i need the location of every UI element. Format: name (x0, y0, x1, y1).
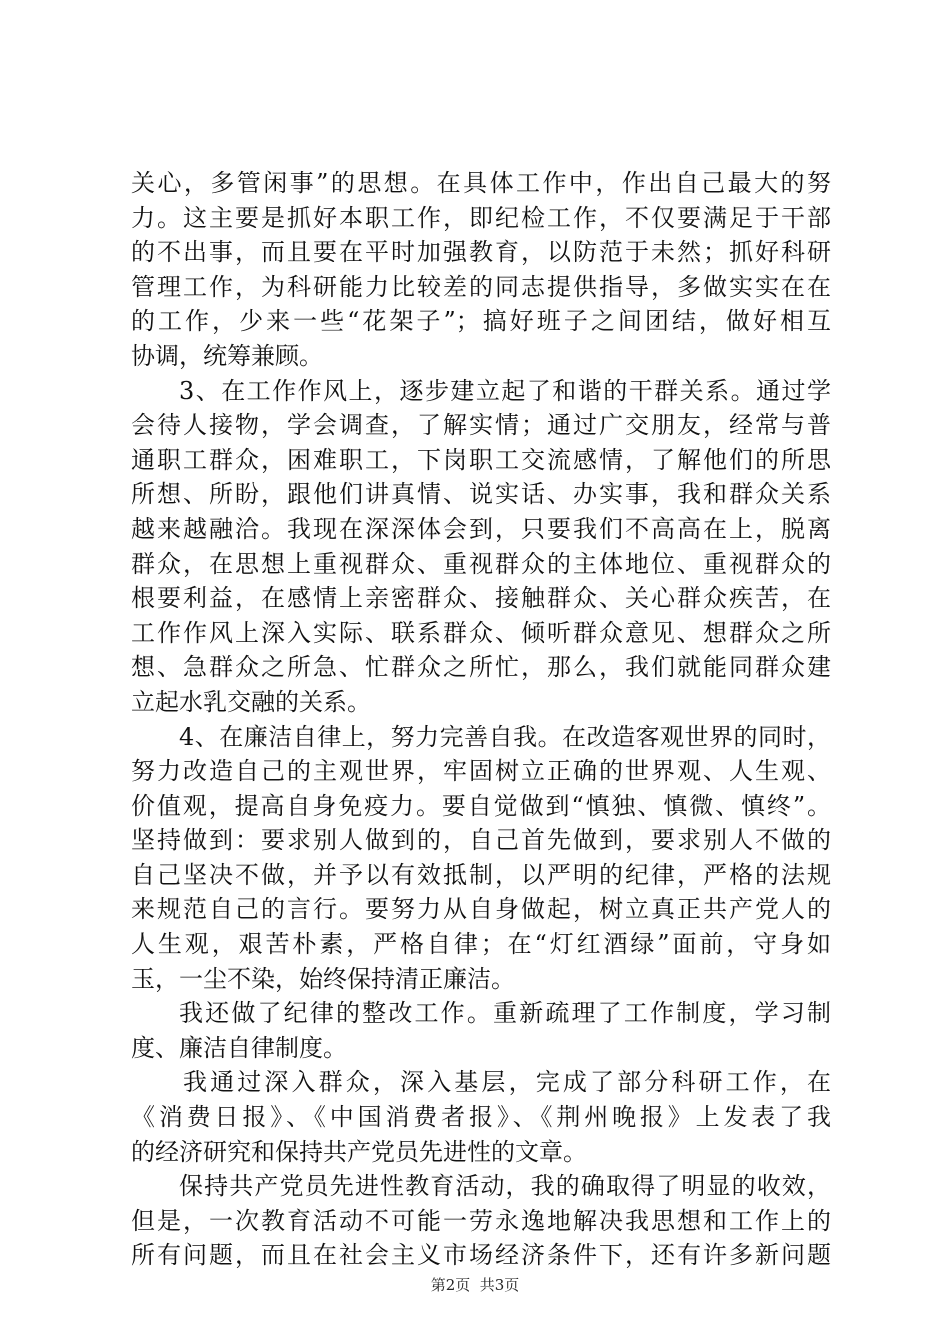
paragraph-start-line: 3、在工作作风上，逐步建立起了和谐的干群关系。通过学 (179, 376, 831, 405)
paragraph-start-line: 我还做了纪律的整改工作。重新疏理了工作制度，学习制 (179, 999, 831, 1028)
page-number-footer: 第2页 共3页 (430, 1276, 520, 1294)
text-line: 管理工作，为科研能力比较差的同志提供指导，多做实实在在 (131, 272, 831, 301)
text-line: 所想、所盼，跟他们讲真情、说实话、办实事，我和群众关系 (131, 480, 831, 509)
text-line: 但是，一次教育活动不可能一劳永逸地解决我思想和工作上的 (131, 1206, 831, 1235)
text-line: 协调，统筹兼顾。 (131, 341, 323, 370)
text-line: 立起水乳交融的关系。 (131, 687, 371, 716)
text-line: 关心，多管闲事”的思想。在具体工作中，作出自己最大的努 (131, 169, 831, 197)
text-line: 的经济研究和保持共产党员先进性的文章。 (131, 1137, 587, 1166)
paragraph-start-line: 保持共产党员先进性教育活动，我的确取得了明显的收效， (179, 1172, 831, 1201)
text-line: 人生观，艰苦朴素，严格自律；在“灯红酒绿”面前，守身如 (131, 930, 831, 959)
text-line: 通职工群众，困难职工，下岗职工交流感情，了解他们的所思 (131, 445, 831, 474)
text-line: 《消费日报》、《中国消费者报》、《荆州晚报》上发表了我 (131, 1103, 831, 1132)
text-line: 的不出事，而且要在平时加强教育，以防范于未然；抓好科研 (131, 238, 831, 267)
text-line: 根要利益，在感情上亲密群众、接触群众、关心群众疾苦，在 (131, 584, 831, 613)
text-line: 想、急群众之所急、忙群众之所忙，那么，我们就能同群众建 (131, 653, 831, 682)
text-line: 玉，一尘不染，始终保持清正廉洁。 (131, 964, 515, 993)
text-line: 来规范自己的言行。要努力从自身做起，树立真正共产党人的 (131, 895, 831, 924)
text-line: 努力改造自己的主观世界，牢固树立正确的世界观、人生观、 (131, 757, 831, 786)
text-line: 自己坚决不做，并予以有效抵制，以严明的纪律，严格的法规 (131, 860, 831, 889)
text-line: 力。这主要是抓好本职工作，即纪检工作，不仅要满足于干部 (131, 203, 831, 232)
text-line: 坚持做到：要求别人做到的，自己首先做到，要求别人不做的 (131, 826, 831, 855)
text-line: 会待人接物，学会调查，了解实情；通过广交朋友，经常与普 (131, 411, 831, 440)
text-line: 工作作风上深入实际、联系群众、倾听群众意见、想群众之所 (131, 618, 831, 647)
text-line: 群众，在思想上重视群众、重视群众的主体地位、重视群众的 (131, 549, 831, 578)
paragraph-start-line: 4、在廉洁自律上，努力完善自我。在改造客观世界的同时， (179, 722, 831, 751)
paragraph-start-line: 我通过深入群众，深入基层，完成了部分科研工作，在 (183, 1068, 831, 1097)
text-line: 越来越融洽。我现在深深体会到，只要我们不高高在上，脱离 (131, 514, 831, 543)
text-line: 的工作，少来一些“花架子”；搞好班子之间团结，做好相互 (131, 307, 831, 336)
text-line: 价值观，提高自身免疫力。要自觉做到“慎独、慎微、慎终”。 (131, 791, 831, 820)
text-line: 所有问题，而且在社会主义市场经济条件下，还有许多新问题 (131, 1241, 831, 1270)
document-body (131, 166, 831, 1273)
text-line: 度、廉洁自律制度。 (131, 1033, 347, 1062)
